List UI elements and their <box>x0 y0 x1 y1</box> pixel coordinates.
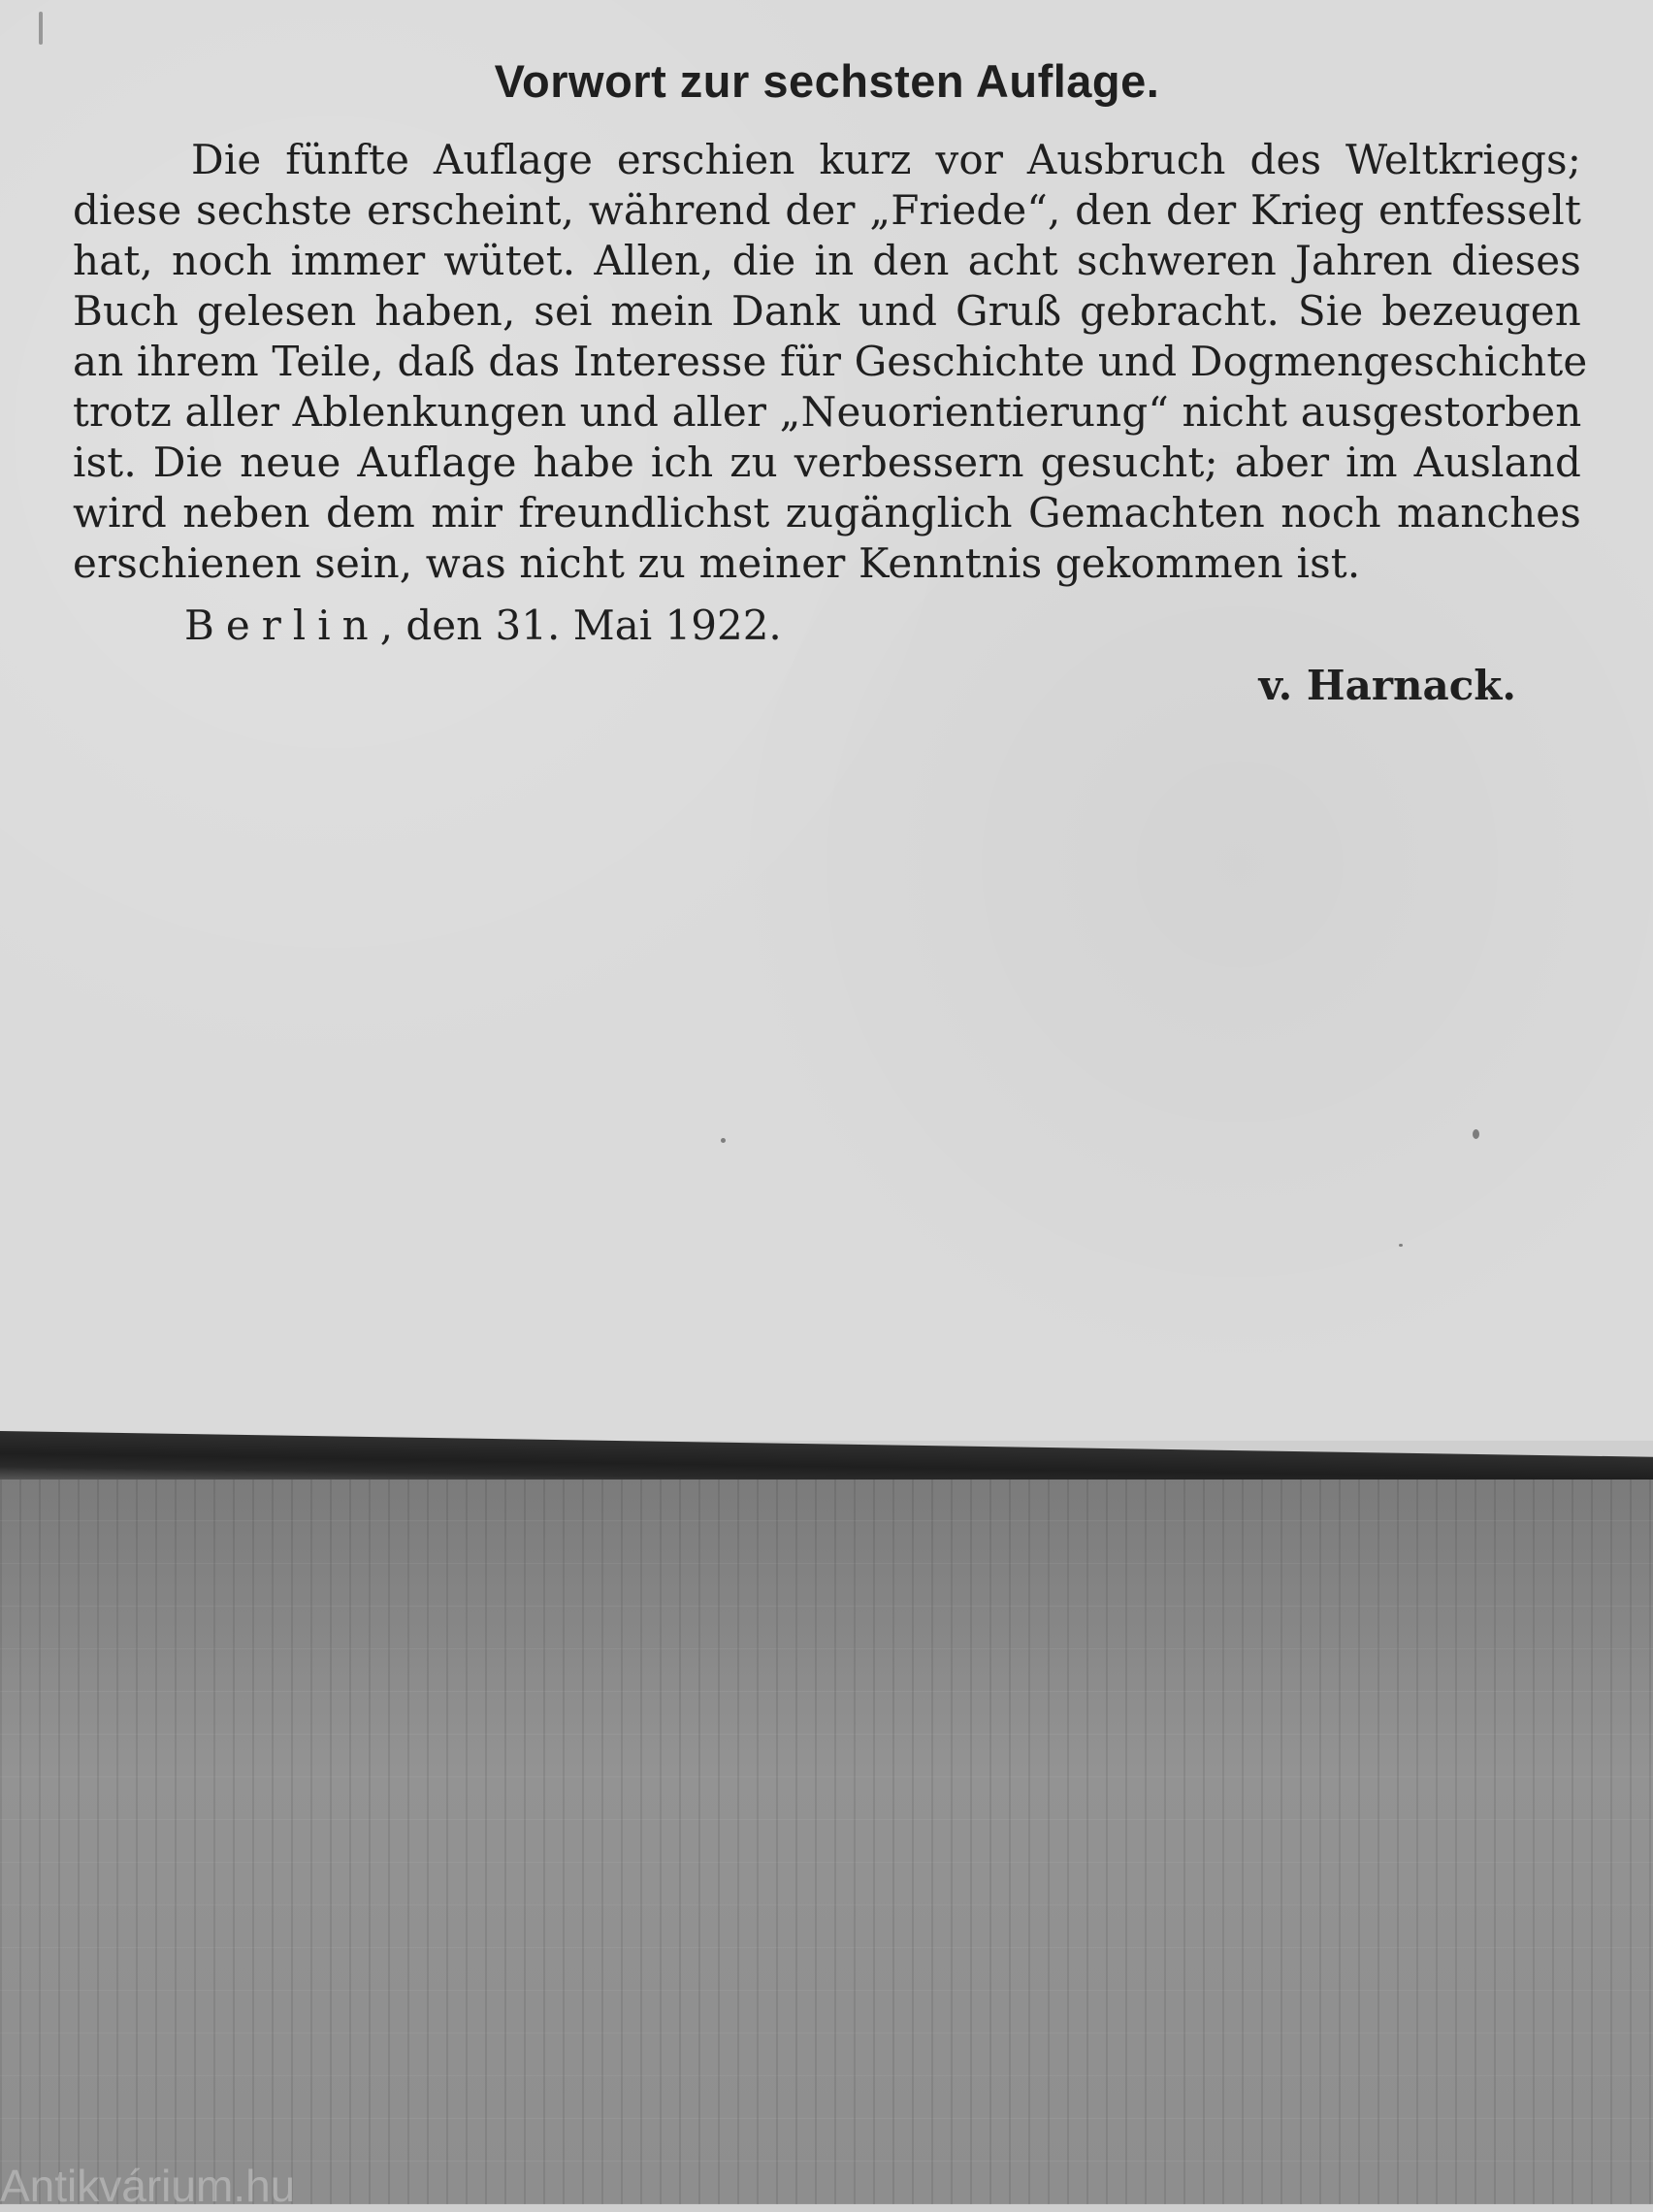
watermark-text: Antikvárium.hu <box>0 2161 296 2211</box>
paragraph-line: diese sechste erscheint, während der „Friede“, den der Krieg entfesselt <box>73 185 1581 234</box>
paper-speck <box>721 1138 726 1143</box>
paper-speck <box>39 12 43 45</box>
background-surface <box>0 1480 1653 2211</box>
author-signature: v. Harnack. <box>1258 661 1516 709</box>
paragraph-line: Die fünfte Auflage erschien kurz vor Ausbruch des Weltkriegs; <box>191 135 1581 183</box>
paper-speck <box>1399 1244 1403 1247</box>
paragraph-line: wird neben dem mir freundlichst zugänglich Gemachten noch manches <box>73 488 1581 537</box>
document-content <box>73 55 1588 711</box>
date-text: , den 31. Mai 1922. <box>379 601 782 649</box>
paragraph-line: an ihrem Teile, daß das Interesse für Geschichte und Dogmengeschichte <box>73 337 1588 385</box>
place-name: Berlin <box>184 601 380 649</box>
paragraph-line: ist. Die neue Auflage habe ich zu verbessern gesucht; aber im Ausland <box>73 438 1581 486</box>
paragraph-line: Buch gelesen haben, sei mein Dank und Gruß gebracht. Sie bezeugen <box>73 286 1581 335</box>
foreword-paragraph <box>73 135 1588 589</box>
page-title: Vorwort zur sechsten Auflage. <box>494 55 1160 107</box>
paragraph-line: trotz aller Ablenkungen und aller „Neuorientierung“ nicht ausgestorben <box>73 387 1582 436</box>
place-and-date <box>184 601 1581 651</box>
paper-speck <box>1473 1129 1479 1139</box>
paragraph-line: hat, noch immer wütet. Allen, die in den acht schweren Jahren dieses <box>73 236 1581 284</box>
paragraph-line: erschienen sein, was nicht zu meiner Kenntnis gekommen ist. <box>73 538 1361 587</box>
